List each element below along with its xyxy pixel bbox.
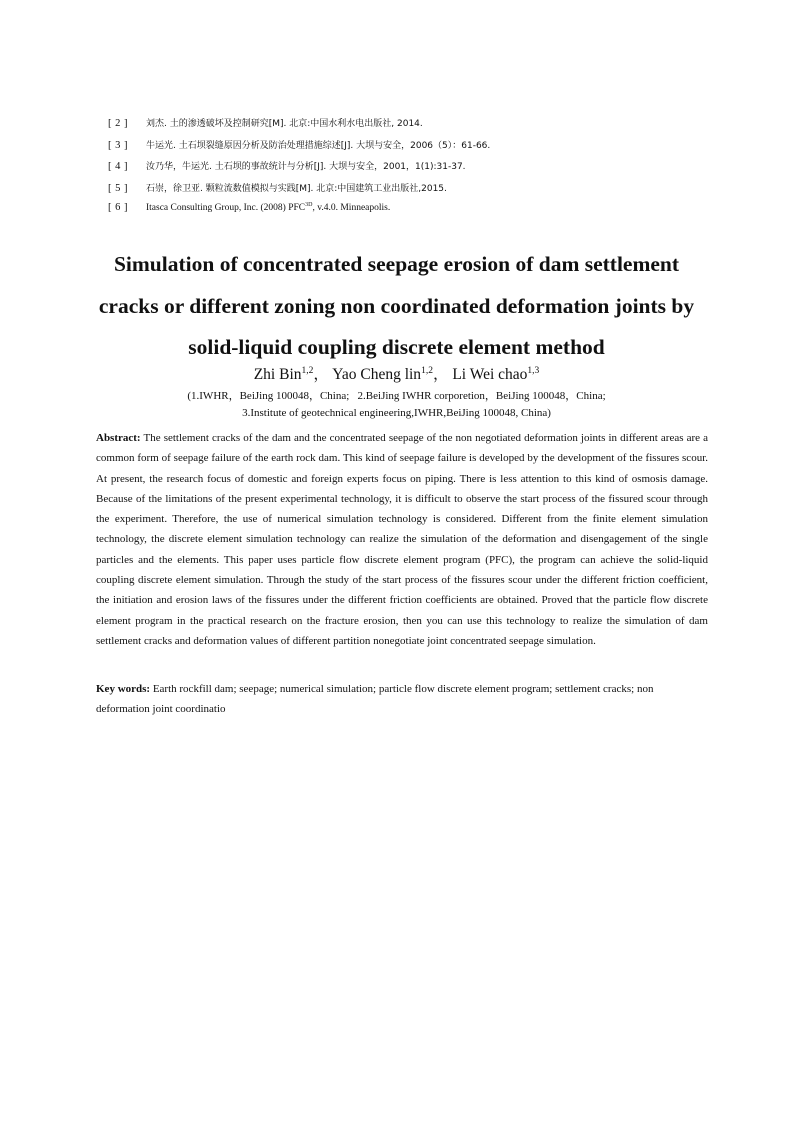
keywords-text: Earth rockfill dam; seepage; numerical simulation; particle flow discrete element program; settlement cracks; non deformation joint coordinatio — [96, 683, 654, 716]
affiliation-line: (1.IWHR，BeiJing 100048，China; 2.BeiJing IWHR corporetion，BeiJing 100048，China; — [187, 390, 606, 402]
author-name: Li Wei chao — [452, 366, 528, 383]
reference-item — [108, 159, 728, 181]
author-separator: ， — [313, 366, 329, 383]
reference-number: [ 5 ] — [108, 182, 128, 194]
reference-list — [108, 116, 728, 224]
author-name: Yao Cheng lin — [332, 366, 422, 383]
reference-text: 石崇，徐卫亚. 颗粒流数值模拟与实践[M]. 北京:中国建筑工业出版社,2015. — [146, 183, 447, 194]
reference-text: 牛运光. 土石坝裂缝原因分析及防治处理措施综述[J]. 大坝与安全，2006（5）：61-66. — [146, 140, 491, 151]
abstract — [96, 428, 708, 651]
author-affiliation-mark: 1,2 — [301, 365, 314, 376]
author-list — [0, 362, 793, 384]
author-separator: ， — [432, 366, 449, 383]
title-line: solid-liquid coupling discrete element method — [188, 335, 605, 359]
reference-number: [ 6 ] — [108, 202, 128, 214]
reference-item — [108, 202, 728, 224]
abstract-text: The settlement cracks of the dam and the concentrated seepage of the non negotiated deformation joints in different areas are a common form of seepage failure of the earth rock dam. This kind of seepage failure is developed by the development of the fissures scour. At present, the research focus of domestic and foreign experts focus on piping. There is less attention to this kind of osmosis damage. Because of the limitations of the present experimental technology, it is difficult to observe the start process of the fissured scour through the experiment. Therefore, the use of numerical simulation technology is considered. Different from the finite element simulation technology, the discrete element simulation technology can realize the simulation of the deformation and disengagement of the single particles and the elements. This paper uses particle flow discrete element program (PFC), the program can achieve the solid-liquid coupling discrete element simulation. Through the study of the start process of the fissures scour under the different friction coefficient, the initiation and erosion laws of the fissures under the different friction coefficients are obtained. Proved that the particle flow discrete element program in the practical research on the fracture erosion, then you can use this technology to realize the simulation of dam settlement cracks and deformation values of different partition nonegotiate joint concentrated seepage simulation. — [96, 432, 708, 647]
reference-text — [146, 202, 390, 213]
reference-text: 刘杰. 土的渗透破坏及控制研究[M]. 北京:中国水利水电出版社, 2014. — [146, 119, 423, 129]
reference-text-tail: , v.4.0. Minneapolis. — [312, 203, 391, 214]
keywords-label: Key words: — [96, 683, 151, 695]
reference-item — [108, 116, 728, 138]
paper-title — [60, 244, 733, 369]
reference-text-main: Itasca Consulting Group, Inc. (2008) PFC — [146, 203, 306, 214]
reference-number: [ 3 ] — [108, 139, 128, 151]
reference-number: [ 4 ] — [108, 161, 128, 172]
title-line: Simulation of concentrated seepage erosion of dam settlement — [113, 252, 680, 276]
affiliation-line: 3.Institute of geotechnical engineering,IWHR,BeiJing 100048, China) — [242, 407, 551, 419]
reference-text: 汝乃华，牛运光. 土石坝的事故统计与分析[J]. 大坝与安全，2001，1(1):31-37. — [146, 162, 466, 172]
title-line: cracks or different zoning non coordinated deformation joints by — [98, 293, 695, 318]
keywords — [96, 679, 708, 720]
reference-item — [108, 181, 728, 203]
author-name: Zhi Bin — [253, 366, 302, 383]
reference-superscript: 3D — [305, 202, 313, 208]
abstract-label: Abstract: — [96, 432, 141, 444]
author-affiliation-mark: 1,3 — [527, 365, 540, 376]
author-affiliation-mark: 1,2 — [421, 365, 433, 376]
reference-number: [ 2 ] — [108, 118, 128, 129]
reference-item — [108, 138, 728, 160]
